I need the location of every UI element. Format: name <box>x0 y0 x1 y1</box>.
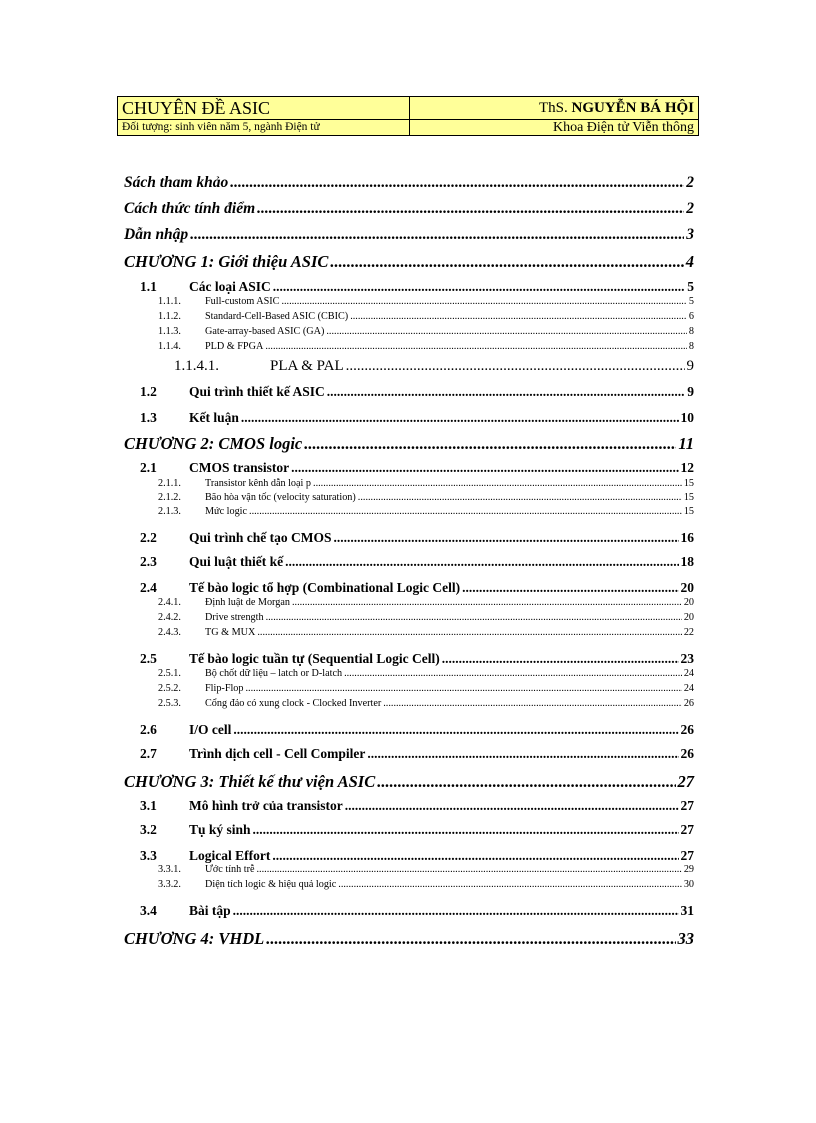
toc-entry-title: Tế bào logic tuần tự (Sequential Logic Cell) <box>189 651 440 666</box>
toc-entry[interactable] <box>140 722 694 738</box>
toc-entry[interactable] <box>174 358 694 375</box>
author <box>410 97 698 119</box>
toc-entry-page: 6 <box>688 311 694 322</box>
toc-entry-number: 2.5.2. <box>158 683 181 694</box>
header-horizontal-divider <box>118 119 698 120</box>
toc-entry[interactable] <box>124 929 694 949</box>
toc-entry[interactable] <box>158 879 694 890</box>
toc-entry-page: 5 <box>688 296 694 307</box>
toc-entry-number: 3.3 <box>140 848 157 863</box>
toc-dot-leader <box>334 530 679 546</box>
toc-entry-page: 3 <box>686 226 694 243</box>
toc-entry[interactable] <box>158 683 694 694</box>
toc-entry-title: Các loại ASIC <box>189 279 271 294</box>
toc-entry-title: Qui trình thiết kế ASIC <box>189 384 325 399</box>
toc-entry[interactable] <box>140 903 694 919</box>
toc-entry-number: 3.1 <box>140 798 157 813</box>
toc-dot-leader <box>291 460 678 476</box>
toc-dot-leader <box>462 580 678 596</box>
toc-entry-page: 27 <box>680 798 694 813</box>
toc-entry[interactable] <box>158 326 694 337</box>
toc-entry[interactable] <box>124 252 694 272</box>
toc-dot-leader <box>266 929 675 949</box>
toc-dot-leader <box>233 722 678 738</box>
toc-dot-leader <box>253 822 679 838</box>
toc-entry-number: 2.1 <box>140 460 157 475</box>
toc-entry-title: Tế bào logic tổ hợp (Combinational Logic Cell) <box>189 580 461 595</box>
toc-entry[interactable] <box>158 506 694 517</box>
toc-dot-leader <box>273 279 685 295</box>
toc-dot-leader <box>327 384 685 400</box>
toc-entry-number: 1.1.2. <box>158 311 181 322</box>
toc-dot-leader <box>346 358 685 375</box>
toc-entry-page: 29 <box>683 864 694 875</box>
toc-entry-number: 2.1.3. <box>158 506 181 517</box>
toc-entry-number: 3.3.1. <box>158 864 181 875</box>
toc-entry-number: 2.5.1. <box>158 668 181 679</box>
header-vertical-divider <box>409 97 410 135</box>
toc-entry[interactable] <box>140 460 694 476</box>
toc-entry-page: 24 <box>683 668 694 679</box>
toc-entry-page: 11 <box>678 434 694 453</box>
toc-entry[interactable] <box>140 798 694 814</box>
course-title: CHUYÊN ĐỀ ASIC <box>118 97 409 119</box>
toc-entry-page: 15 <box>683 492 694 503</box>
toc-entry-title: Ước tính trễ <box>205 864 255 875</box>
toc-entry[interactable] <box>158 311 694 322</box>
toc-entry-page: 20 <box>680 580 694 595</box>
toc-dot-leader <box>377 772 675 792</box>
toc-entry-title: Transistor kênh dẫn loại p <box>205 478 312 489</box>
toc-entry[interactable] <box>140 554 694 570</box>
toc-entry-number: 1.2 <box>140 384 157 399</box>
toc-entry-page: 26 <box>683 698 694 709</box>
toc-entry-title: Qui luật thiết kế <box>189 554 284 569</box>
toc-entry-number: 2.3 <box>140 554 157 569</box>
audience: Đối tượng: sinh viên năm 5, ngành Điện tử <box>118 120 409 135</box>
toc-entry[interactable] <box>124 434 694 454</box>
toc-entry-title: Định luật de Morgan <box>205 597 290 608</box>
toc-entry-title: Trình dịch cell - Cell Compiler <box>189 746 366 761</box>
toc-dot-leader <box>383 698 682 709</box>
toc-entry-number: 2.1.2. <box>158 492 181 503</box>
toc-entry-title: Logical Effort <box>189 848 271 863</box>
toc-dot-leader <box>338 879 682 890</box>
toc-entry-page: 20 <box>683 597 694 608</box>
author-prefix: ThS. <box>538 100 568 116</box>
toc-entry[interactable] <box>140 384 694 400</box>
toc-entry[interactable] <box>124 200 694 218</box>
toc-entry-number: 2.7 <box>140 746 157 761</box>
toc-dot-leader <box>326 326 687 337</box>
toc-entry-title: TG & MUX <box>205 627 256 638</box>
toc-entry[interactable] <box>124 174 694 192</box>
toc-entry[interactable] <box>158 341 694 352</box>
toc-dot-leader <box>285 554 678 570</box>
toc-entry-page: 10 <box>680 410 694 425</box>
toc-entry[interactable] <box>158 627 694 638</box>
toc-entry-title: Flip-Flop <box>205 683 244 694</box>
toc-dot-leader <box>281 296 686 307</box>
toc-entry-number: 1.3 <box>140 410 157 425</box>
toc-entry[interactable] <box>158 612 694 623</box>
toc-entry-page: 23 <box>680 651 694 666</box>
toc-dot-leader <box>272 848 678 864</box>
toc-entry-number: 2.5.3. <box>158 698 181 709</box>
toc-entry-title: Mức logic <box>205 506 248 517</box>
toc-entry-number: 1.1.1. <box>158 296 181 307</box>
toc-entry-title: Standard-Cell-Based ASIC (CBIC) <box>205 311 349 322</box>
toc-dot-leader <box>246 683 682 694</box>
toc-entry-number: 2.4 <box>140 580 157 595</box>
toc-entry-title: Gate-array-based ASIC (GA) <box>205 326 325 337</box>
toc-entry-page: 2 <box>686 174 694 191</box>
toc-entry-page: 22 <box>683 627 694 638</box>
toc-entry[interactable] <box>124 226 694 244</box>
toc-entry-page: 4 <box>685 252 694 271</box>
toc-entry-number: 2.1.1. <box>158 478 181 489</box>
toc-dot-leader <box>249 506 682 517</box>
toc-entry-title: PLA & PAL <box>270 358 344 374</box>
toc-dot-leader <box>304 434 676 454</box>
toc-entry-number: 1.1.4.1. <box>174 358 219 374</box>
toc-entry-page: 12 <box>680 460 694 475</box>
toc-dot-leader <box>292 597 682 608</box>
toc-entry-title: Cách thức tính điểm <box>124 200 256 217</box>
toc-entry-page: 8 <box>688 341 694 352</box>
toc-entry-number: 1.1.4. <box>158 341 181 352</box>
toc-entry-title: CHƯƠNG 1: Giới thiệu ASIC <box>124 252 329 271</box>
toc-entry-page: 9 <box>686 358 694 374</box>
toc-entry-number: 3.3.2. <box>158 879 181 890</box>
toc-entry-title: PLD & FPGA <box>205 341 264 352</box>
toc-entry-title: Tụ ký sinh <box>189 822 251 837</box>
toc-dot-leader <box>233 903 679 919</box>
toc-entry-title: Sách tham khảo <box>124 174 229 191</box>
toc-entry-title: Diện tích logic & hiệu quả logic <box>205 879 337 890</box>
toc-entry[interactable] <box>140 530 694 546</box>
toc-entry-title: CHƯƠNG 3: Thiết kế thư viện ASIC <box>124 772 376 791</box>
toc-dot-leader <box>358 492 682 503</box>
toc-dot-leader <box>230 174 684 192</box>
toc-dot-leader <box>345 798 679 814</box>
toc-entry[interactable] <box>140 410 694 426</box>
toc-entry-title: Mô hình trở của transistor <box>189 798 343 813</box>
toc-entry-page: 15 <box>683 506 694 517</box>
toc-dot-leader <box>257 864 682 875</box>
toc-entry-page: 9 <box>687 384 694 399</box>
toc-entry-number: 2.5 <box>140 651 157 666</box>
toc-entry-number: 2.2 <box>140 530 157 545</box>
toc-entry-page: 26 <box>680 722 694 737</box>
toc-entry[interactable] <box>158 296 694 307</box>
toc-entry-page: 26 <box>680 746 694 761</box>
toc-entry-page: 27 <box>680 848 694 863</box>
toc-entry[interactable] <box>140 279 694 295</box>
toc-entry-number: 2.4.3. <box>158 627 181 638</box>
toc-entry-title: Dẫn nhập <box>124 226 189 243</box>
toc-entry-title: I/O cell <box>189 722 232 737</box>
toc-entry-number: 2.6 <box>140 722 157 737</box>
toc-dot-leader <box>367 746 678 762</box>
toc-entry-number: 3.2 <box>140 822 157 837</box>
toc-entry[interactable] <box>140 848 694 864</box>
toc-entry[interactable] <box>158 597 694 608</box>
toc-entry[interactable] <box>140 746 694 762</box>
toc-dot-leader <box>265 341 687 352</box>
toc-entry[interactable] <box>158 668 694 679</box>
toc-entry[interactable] <box>140 822 694 838</box>
toc-dot-leader <box>190 226 684 244</box>
toc-entry-title: Bộ chốt dữ liệu – latch or D-latch <box>205 668 343 679</box>
toc-entry[interactable] <box>158 864 694 875</box>
toc-dot-leader <box>266 612 682 623</box>
toc-entry-number: 2.4.2. <box>158 612 181 623</box>
toc-entry[interactable] <box>140 651 694 667</box>
toc-entry[interactable] <box>158 492 694 503</box>
department: Khoa Điện tử Viễn thông <box>410 120 698 135</box>
toc-dot-leader <box>313 478 682 489</box>
toc-entry-number: 3.4 <box>140 903 157 918</box>
toc-entry[interactable] <box>124 772 694 792</box>
toc-dot-leader <box>344 668 682 679</box>
toc-dot-leader <box>257 627 681 638</box>
toc-entry-title: Cổng đảo có xung clock - Clocked Inverter <box>205 698 382 709</box>
toc-entry-page: 20 <box>683 612 694 623</box>
toc-entry-page: 24 <box>683 683 694 694</box>
toc-entry-title: CHƯƠNG 4: VHDL <box>124 929 265 948</box>
toc-dot-leader <box>241 410 679 426</box>
toc-entry-title: Bài tập <box>189 903 231 918</box>
toc-entry-title: Full-custom ASIC <box>205 296 280 307</box>
toc-entry-page: 5 <box>687 279 694 294</box>
toc-entry-page: 16 <box>680 530 694 545</box>
toc-entry[interactable] <box>140 580 694 596</box>
toc-dot-leader <box>257 200 684 218</box>
toc-entry[interactable] <box>158 698 694 709</box>
toc-entry-page: 27 <box>677 772 694 791</box>
toc-entry-number: 2.4.1. <box>158 597 181 608</box>
toc-entry-page: 30 <box>683 879 694 890</box>
toc-entry-title: Drive strength <box>205 612 264 623</box>
toc-entry-page: 15 <box>683 478 694 489</box>
header-table <box>117 96 699 136</box>
toc-entry-page: 31 <box>680 903 694 918</box>
toc-entry-title: Qui trình chế tạo CMOS <box>189 530 332 545</box>
toc-dot-leader <box>442 651 679 667</box>
toc-entry-page: 33 <box>677 929 694 948</box>
toc-entry-title: CMOS transistor <box>189 460 290 475</box>
toc-entry-page: 2 <box>686 200 694 217</box>
toc-entry-title: Kết luận <box>189 410 239 425</box>
toc-entry-page: 8 <box>688 326 694 337</box>
toc-entry-number: 1.1 <box>140 279 157 294</box>
toc-entry-title: Bão hòa vận tốc (velocity saturation) <box>205 492 356 503</box>
toc-dot-leader <box>350 311 687 322</box>
toc-entry-number: 1.1.3. <box>158 326 181 337</box>
toc-entry-page: 18 <box>680 554 694 569</box>
toc-entry-title: CHƯƠNG 2: CMOS logic <box>124 434 303 453</box>
toc-entry-page: 27 <box>680 822 694 837</box>
toc-entry[interactable] <box>158 478 694 489</box>
toc-dot-leader <box>330 252 683 272</box>
author-name: NGUYỄN BÁ HỘI <box>571 100 694 116</box>
